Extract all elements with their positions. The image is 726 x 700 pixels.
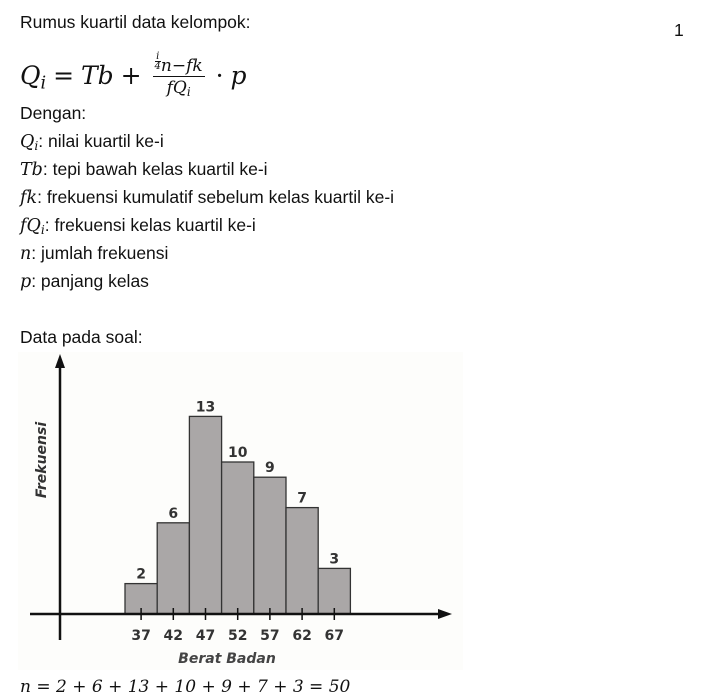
definition-item: [20, 271, 394, 299]
quartile-formula: [20, 52, 247, 103]
definition-text: : frekuensi kumulatif sebelum kelas kuartil ke-i: [37, 187, 395, 207]
x-axis-label: Berat Badan: [178, 651, 276, 667]
histogram-bar: [222, 462, 254, 614]
sum-equation: n = 2 + 6 + 13 + 10 + 9 + 7 + 3 = 50: [20, 677, 351, 697]
definition-item: [20, 243, 394, 271]
x-tick-label: 57: [260, 628, 280, 644]
formula-lhs: $Q_i$: [20, 61, 47, 94]
x-tick-label: 52: [227, 628, 248, 644]
histogram-chart: [18, 352, 463, 670]
x-tick-label: 67: [324, 628, 345, 644]
bar-value-label: 13: [195, 399, 216, 416]
definition-text: : frekuensi kelas kuartil ke-i: [44, 215, 256, 235]
definition-item: [20, 215, 394, 243]
formula-dot: ·: [215, 61, 224, 91]
formula-plus: +: [120, 61, 142, 91]
x-tick-label: 47: [195, 628, 216, 644]
definition-symbol: p: [20, 272, 32, 292]
x-tick-label: 62: [292, 628, 312, 644]
definition-item: [20, 131, 394, 159]
page-number: 1: [674, 20, 684, 40]
definition-text: : tepi bawah kelas kuartil ke-i: [42, 159, 268, 179]
formula-numerator: $\frac{i}{4}$ n−fk: [154, 51, 203, 76]
x-tick-label: 42: [163, 628, 184, 644]
bar-value-label: 3: [329, 551, 340, 568]
definition-symbol: Tb: [20, 160, 43, 180]
data-label: Data pada soal:: [20, 327, 143, 347]
definition-text: : panjang kelas: [31, 271, 149, 291]
definitions-label: Dengan:: [20, 103, 87, 123]
bar-value-label: 9: [265, 460, 275, 477]
histogram-bar: [318, 568, 350, 614]
definition-symbol: $Q_i$: [20, 132, 39, 154]
definition-item: [20, 187, 394, 215]
y-axis-label: Frekuensi: [34, 421, 50, 499]
formula-p: p: [230, 61, 247, 91]
definition-symbol: $fQ_i$: [20, 216, 45, 238]
definition-symbol: n: [20, 244, 32, 264]
bar-value-label: 6: [168, 505, 179, 522]
definition-item: [20, 159, 394, 187]
x-tick-label: 37: [131, 628, 151, 644]
definition-symbol: fk: [20, 188, 38, 208]
definition-text: : nilai kuartil ke-i: [38, 131, 164, 151]
formula-denominator: $fQ_i$: [166, 78, 191, 99]
definition-text: : jumlah frekuensi: [31, 243, 169, 263]
histogram-bar: [189, 416, 221, 614]
histogram-bar: [157, 523, 189, 614]
formula-i-over-4: $\frac{i}{4}$: [154, 51, 161, 72]
histogram-bar: [286, 508, 318, 614]
histogram-bar: [254, 477, 286, 614]
definitions-list: [20, 131, 394, 299]
heading: Rumus kuartil data kelompok:: [20, 12, 251, 32]
bar-value-label: 7: [297, 490, 307, 507]
bar-value-label: 2: [136, 566, 146, 583]
formula-tb: Tb: [80, 61, 114, 91]
bar-value-label: 10: [227, 445, 248, 461]
formula-equals: =: [53, 61, 75, 91]
formula-fraction: [153, 52, 205, 103]
